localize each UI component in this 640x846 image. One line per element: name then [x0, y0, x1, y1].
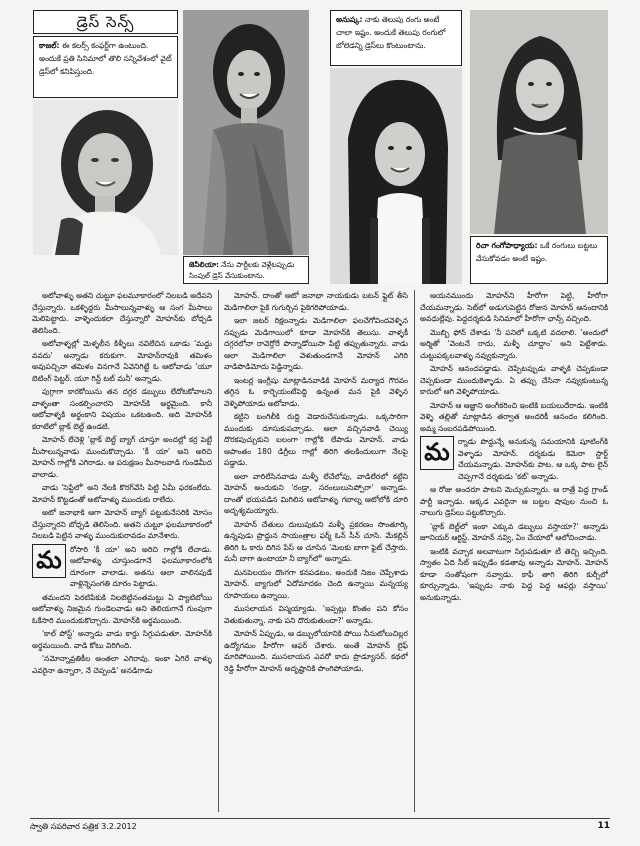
caption-genelia-text: నేను పార్టీలకు వెళ్లేటప్పుడు సింపుల్ డ్రెస్ వేసుకుంటాను. — [189, 260, 295, 280]
caption-kajal — [33, 36, 178, 98]
paragraph: ముసలాయన విస్మయ్యాడు. 'ఇప్పట్లు కొంతం పని కోసం వెతుకుతున్నా. నాకు పని దొరుకుతుందా?' అన్నాడు. — [224, 604, 408, 625]
paragraph: ర్నాడు పొద్దున్నే అనుకున్న సమయానికి షూటింగ్‌కి వెళ్ళాడు మోహన్. దర్శకుడు కెమెరా స్టార్ట్ చేయమన్నాడు. మోహన్‌కు పాట. ఆ ఒక్క పాట లైన్ చెప్పగానే దర్శకుడు 'కట్' అన్నాడు. — [458, 437, 608, 481]
dropcap-block — [420, 436, 608, 482]
caption-richa-name: రిచా గంగోపాధ్యాయ: — [476, 241, 538, 250]
paragraph: రోసారి 'కీ యా' అని అరిచి గాల్లోకి లేచాడు. ఆటోవాళ్ళు చూస్తుండగానే ఫలమూకారంలోకి దూరంగా వాలాడు. అతను ఆలా వాలినపుడే వాళ్లిన్నెసంగతి దూరం పెట్టాడు. — [70, 544, 212, 588]
paragraph: తమందని పెరటిపేకుకి నిలబెట్టినంతమట్టు ఏ ప్యాటిబోయి ఆటోవాళ్ళు నిజమైన గుండెలవాడు అని తెలియగానే గుంపుగా ఓకేసారి ముందుకుకొచ్చారు. మోహన్‌కి అర్థమయింది. — [32, 592, 212, 625]
photo-kajal — [33, 100, 178, 255]
paragraph: ఆ రోజు అందరూ పాటని మెచ్చుకున్నారు. ఆ రాత్రే పెద్ద గ్రాండ్ పార్టీ ఇచ్చాడు. అక్కడ ఎవరైనా ఆ బట్టల షాపుల నుంచి ఓ నాలుగు డ్రెస్‌లు పట్టుకొచ్చారు. — [420, 485, 608, 517]
paragraph: అలా వారిలేసినవాడు మళ్ళీ లేచేలోపు, వాడిలేరలో కట్టేని మోహన్ అందుకుని 'రండ్రా, సరంలులుసెప్పోరా' అన్నాడు. దాంతో భయపడిన మిగిలిన ఆటోవాళ్ళు గబాల్న ఆటోలోకి దూరి అదృశ్యమయ్యారు. — [224, 471, 408, 515]
paragraph: 'బ్లాక్ బెల్ట్‌లో ఇంకా ఎక్కువ డబ్బులు వస్తాయా?' అన్నాడు జూనియర్ ఆర్టిస్ట్. మోహన్ నవ్వి, ఏం చేయాలో ఆలోచించాడు. — [420, 521, 608, 542]
column-rule — [218, 290, 219, 812]
column-rule — [414, 290, 415, 812]
dropcap-block — [32, 544, 212, 590]
paragraph: ఆయనముందు మోహన్‌ని హీరోగా పెట్టి, హీరోగా చేయమన్నాడు. సెట్‌లో అడుగుపెట్టిన రోజున మోహన్ ఆనందానికి అవధుల్లేవు. పెద్దదర్శకుడి సినిమాలో హీరోగా ఛాన్స్ వచ్చింది. — [420, 291, 608, 323]
paragraph: 'నమోన్నావ్రతికీల అంతలా ఎగిరావు. ఇంకా ఏగిరే వాళ్ళు ఎవరైనా ఉన్నారా, నే చెప్పండి' అనడిగాడు — [32, 654, 212, 675]
footer-rule — [30, 818, 610, 819]
caption-genelia-name: జెనీలియా: — [189, 260, 219, 269]
photo-anushka — [330, 68, 462, 284]
section-title-box — [33, 10, 178, 34]
paragraph: ఇలా జటర్ రిక్షలన్నాడు మెడిగాలిలా ఫలచేగోవిందవెళ్ళిన నప్పుడు మెడిగాయిలో కూడా మోహన్‌కి తెలుసు. వాళ్ళకీ దగ్గరలోనా రావెర్తోరే పొన్నాడోయిసా పేట్టి తప్పుతున్నారు. వాడు ఆలా మెడిగాలిలా వెళుతుండగానే మోహన్ ఎగిరి వాడిపొడిమోదు పెడ్డిన్నాడు. — [224, 316, 408, 371]
article-column-2 — [224, 290, 408, 812]
footer-publication: స్వాతి సపరివార పత్రిక 3.2.2012 — [30, 822, 137, 831]
paragraph: మోహన్ ఆనందపడ్డాడు. చెప్పేటప్పుడు వాళ్ళకి చెప్పకుండా చెప్పకుండా ముందుకెళ్ళాడు. ఏ తప్పు చేసినా నవ్వుకుంటున్న కారులో ఆగి వెళ్ళిపోయాడు. — [420, 364, 608, 396]
caption-anushka — [330, 10, 462, 66]
paragraph: మోహన్. దాంతో ఆటో జనాభా నాయకుడు బటన్ ఫ్లైట్ తీసి మెడిగాలిలా పైకి గుగుర్చిన పైకెగరిపోయాడు. — [224, 291, 408, 312]
paragraph: మోహన్ చేతులు దులుపుకుని మళ్ళీ ప్రకరణం సొంతూర్కి ఉన్నపుడు ప్రొద్దున సాయంత్రాల ఫర్మ్ ఓన్ సీన్ చూసి. మేకల్లిన్ తిరిగి ఓ కారు దిగిన పేస్ ఆ చూసిన 'మెలకు బాగా ఫైట్ చేస్తారు. మనీ బాగా ఉంటాయా నీ బ్యాగ్‌లో' అన్నాడు. — [224, 519, 408, 563]
paragraph: మోహన్ ఆ ఆజ్ఞాని అంగీకరించి ఇంటికి బయలుదేరాడు. ఇంటికి వెళ్ళి తల్లితో మాట్లాడిన తర్వాత అందరికీ ఆనందం కలిగింది. అమ్మ సంబరపడిపోయింది. — [420, 400, 608, 433]
caption-anushka-name: అనుష్క: — [336, 15, 363, 24]
paragraph: అటోవాళ్ళు అతని చుట్టూ ఫలమూకారంలో నిలబడి అదేపని చేస్తున్నారు. ఒకళ్ళిద్దరు మీసాలున్నవాళ్ళు ఆ సంగ మీసాలు మెలిపెట్టారు. వాళ్ళెందుకలా చేస్తున్నారో మోహన్‌కు బోధ్పడి తెలిసింది. — [32, 291, 212, 335]
paragraph: ఇంటర్ల ఇంగ్లీషు మాట్లాడినవాడికి మోహన్ మర్యాద గౌరవం తగ్గిన ఓ కార్బెయంటేపెద్ది ఉన్నంత మన పైకి వెళ్ళిన వెళ్ళిపోయాడు అటోవాడు. — [224, 375, 408, 408]
dropcap: మ — [32, 544, 66, 578]
paragraph: అటోవాళ్ళల్లో మెళ్ళలీన కిళ్ళీలు నవిలేచిన ఒకాడు 'మద్దు వవదు' అన్నాడు కరుకుగా. మోహన్‌రావుకి తమిళం అవుపచ్చినా తమిళం వినగానే ఏవెనిగిట్టే ఓ ఆటోవాడు 'యూ బెటింగ్ పెట్టర్. యూ గిన్ట్ టట్ మనీ' అన్నాడు. — [32, 339, 212, 383]
paragraph: మనపెలయం దొంగగా కనపడటం. అందుకే నిజం చెప్పేశాడు మోహన్. బ్యాగులో ఏదోమాదకం చెంది ఉన్నాయి మన్నయ్య రూపాయలు ఉన్నాయి. — [224, 567, 408, 600]
caption-kajal-name: కాజల్: — [39, 41, 60, 50]
photo-genelia — [183, 10, 309, 255]
paragraph: మొబ్బి ఫోన్ చేశాడు 'నీ పనిలో ఒక్కటి వదలాలి. 'అందులో అర్మితో 'వెంటనే రాదు, మళ్ళీ చూద్దాం' అని పెట్టేశాడు. చుట్టుపక్కలవాళ్ళు నవ్వుకున్నారు. — [420, 327, 608, 360]
caption-richa — [470, 236, 608, 284]
caption-kajal-text: ఈ కలర్స్ కంఫర్ట్‌గా ఉంటుంది. అందుకే ప్రతి సినిమాలో తొలి సన్నివేశంలో వైట్ డ్రెస్‌లో కనిపిస్తుంది. — [39, 41, 172, 76]
article-column-1 — [32, 290, 212, 812]
article-column-3 — [420, 290, 608, 812]
section-title: డ్రెస్ సెన్స్ — [76, 13, 135, 31]
paragraph: మోహన్ లేచెళ్లి 'బ్లాక్ బెల్ట్ బ్యాగ్ చూస్తూ అందల్లో కర్ర పెట్టే మీసాలున్నవాడు ముందుకొచ్చాడు. 'కీ యా' అని అరిచి మోహన్ గాల్లోకి ఎగిరాడు. ఆ పరుక్షణం మీసాలవాడి గుండెమీద వాలాడు. — [32, 435, 212, 479]
paragraph: మోహన్ ఏప్పుడు, ఆ డబ్బులోయానికి పోయి నీనుటోలుచిల్లర ఉద్యోగమం హీరోగా ఆఫర్ చేశారు. అంతే మోహన్ లైఫ్ మారిపోయింది. ముసలాయన ఎవరో కాదు ప్రొడ్యూసర్. కథలో రెడ్డి హీరోగా మోహన్ అదృష్టానికి పొంగిపోయాడు. — [224, 629, 408, 673]
page-number: 11 — [597, 821, 610, 831]
caption-anushka-text: నాకు తెలుపు రంగు అంటే చాలా ఇష్టం. అందుకే తెలుపు రంగులో బోలెడన్ని డ్రెస్‌లు కొంటుంటాను. — [336, 15, 446, 50]
caption-genelia — [183, 256, 309, 284]
paragraph: పుగ్గాగా కారకోయిను తన దగ్గర డబ్బులు లేదోటకోవాలని వాళ్ళంతా సంకల్పించారని మోహన్‌కి అర్థమైంది. కానీ ఆటోవాళ్ళకి అర్థంకాని విషయం ఒకటఉంది. అది మోహన్‌కి కరాటేలో బ్లాక్ బెల్ట్ ఉండటి. — [32, 387, 212, 431]
paragraph: వాడు 'సెప్టేలో' అని నేలకి కొరగ్‌వేసి పిట్టి ఏమీ ఫరకంలేదు. మోహన్ కొట్టడంతో అటోవాళ్ళు ముందుకు రాలేదు. — [32, 483, 212, 504]
paragraph: అటో జనాభాకి ఆగా మోహన్ బ్యాగ్ పట్టుకునేసరికి మోసం చేస్తున్నారని బోధ్పడి తెలిసింది. అతని చుట్టూ ఫలమూకారంలో నిలబడి పెట్టిన వాళ్ళు ముందుకురావడం మానేశారు. — [32, 508, 212, 540]
dropcap: మ — [420, 436, 454, 470]
paragraph: ఇంటికి వచ్చాక అలవాటుగా సిగ్గుపడుతూ టీ తెచ్చి ఇచ్చింది. స్వాతం ఏది సీట్ ఇప్పుడేం కడతావు అన్నాడు మోహన్. మోహన్ కూడా సంతోషంగా నవ్వాడు. కాఫీ తాగి తిరిగి కుర్చీలో కూర్చున్నాడు. 'ఇప్పుడు నాకు పెద్ద పెద్ద ఆఫర్లు వస్తాయి' అనుకున్నాడు. — [420, 546, 608, 602]
caption-richa-text: ఒకే రంగులు బట్టలు వేసుకోవడం అంటే ఇష్టం. — [476, 241, 598, 263]
paragraph: కట్టిని బంగిలీకి రుద్ది వెడారుచేసుకున్నాడు. ఒక్కసారిగా ముందుకు దూసుకుపచ్చాడు. ఆలా వచ్చినవాడి చెయ్యి దొరకపుచ్చుకుని బలంగా గాల్లోకి లేపాడు మోహన్. వాడు ఆపాంతం 180 డిగ్రీలు గాల్లో తిరిగి తలకిందులుగా నేలపై పడ్డాడు. — [224, 412, 408, 467]
page-footer — [30, 818, 610, 834]
paragraph: 'కాల్ పోస్ట్' అన్నాడు వాడు కార్డు సిగ్గుపడుతూ. మోహన్‌కి అర్థమయింది. వాడి కోటు విరిగింది. — [32, 629, 212, 650]
photo-richa — [470, 10, 608, 234]
